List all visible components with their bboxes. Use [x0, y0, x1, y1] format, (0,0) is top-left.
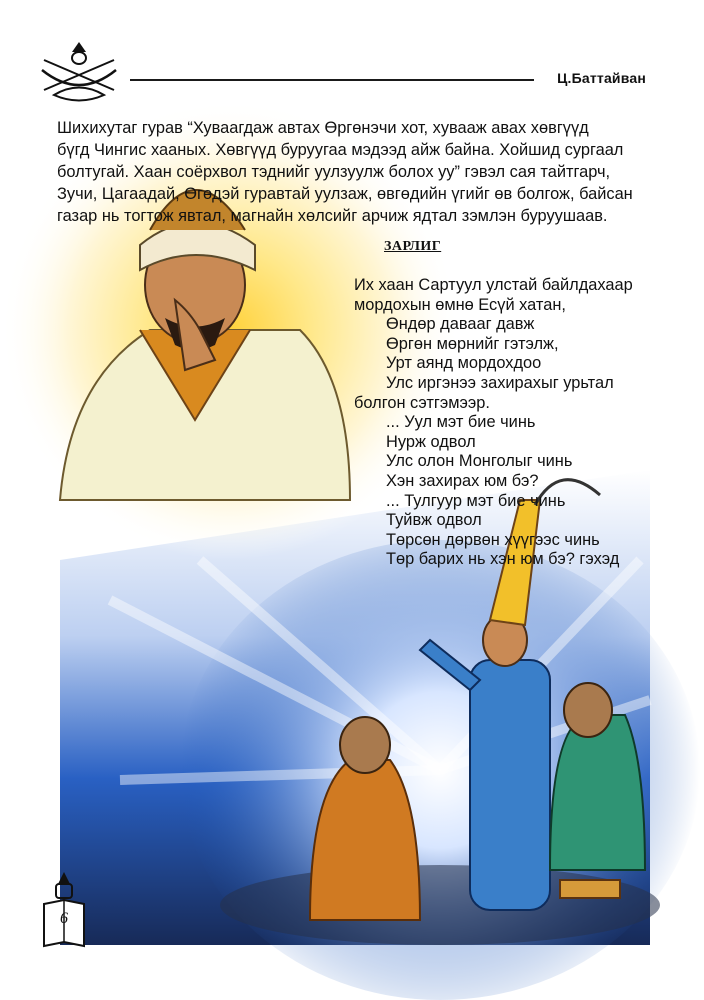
paragraph-line: Зучи, Цагаадай, Өгөдэй гуравтай уулзаж, өвгөдийн үгийг өв болгож, байсан — [57, 185, 633, 203]
poem-line: болгон сэтгэмээр. — [354, 393, 490, 412]
poem-line: мордохын өмнө Есүй хатан, — [354, 295, 566, 314]
poem-line: ... Уул мэт бие чинь — [386, 413, 536, 432]
header-rule — [130, 79, 534, 81]
crossed-swords-bow-emblem-icon — [34, 40, 124, 110]
poem-line: ... Тулгуур мэт бие чинь — [386, 491, 566, 510]
poem-line: Нурж одвол — [386, 432, 476, 451]
poem-line: Төр барих нь хэн юм бэ? гэхэд — [386, 550, 620, 569]
poem-line: Хэн захирах юм бэ? — [386, 471, 539, 490]
poem-line: Улс иргэнээ захирахыг урьтал — [386, 373, 614, 392]
paragraph-line: Шихихутаг гурав “Хуваагдаж автах Өргөнэчи хот, хувааж авах хөвгүүд — [57, 119, 589, 137]
poem-line: Их хаан Сартуул улстай байлдахаар — [354, 276, 633, 294]
page-number: 6 — [60, 910, 68, 927]
poem-line: Улс олон Монголыг чинь — [386, 452, 573, 471]
poem-line: Төрсөн дөрвөн хүүгээс чинь — [386, 530, 600, 549]
section-title: ЗАРЛИГ — [384, 239, 442, 254]
poem-line: Өндөр давааг давж — [386, 315, 535, 334]
poem-block — [354, 276, 633, 570]
poem-line: Туйвж одвол — [386, 511, 482, 530]
paragraph-line: бүгд Чингис хааных. Хөвгүүд буруугаа мэдээд айж байна. Хойшид сургаал — [57, 141, 624, 159]
poem-line: Урт аянд мордохдоо — [386, 354, 542, 373]
paragraph-line: болтугай. Хаан соёрхвол тэднийг уулзуулж болох уу” гэвэл сая тайтгарч, — [57, 163, 611, 181]
body-paragraph — [57, 117, 647, 227]
paragraph-line: газар нь тогтож явтал, магнайн хөлсийг арчиж ядтал зэмлэн буруушаав. — [57, 207, 608, 225]
author-name: Ц.Баттайван — [557, 70, 646, 86]
poem-line: Өргөн мөрнийг гэтэлж, — [386, 334, 559, 353]
